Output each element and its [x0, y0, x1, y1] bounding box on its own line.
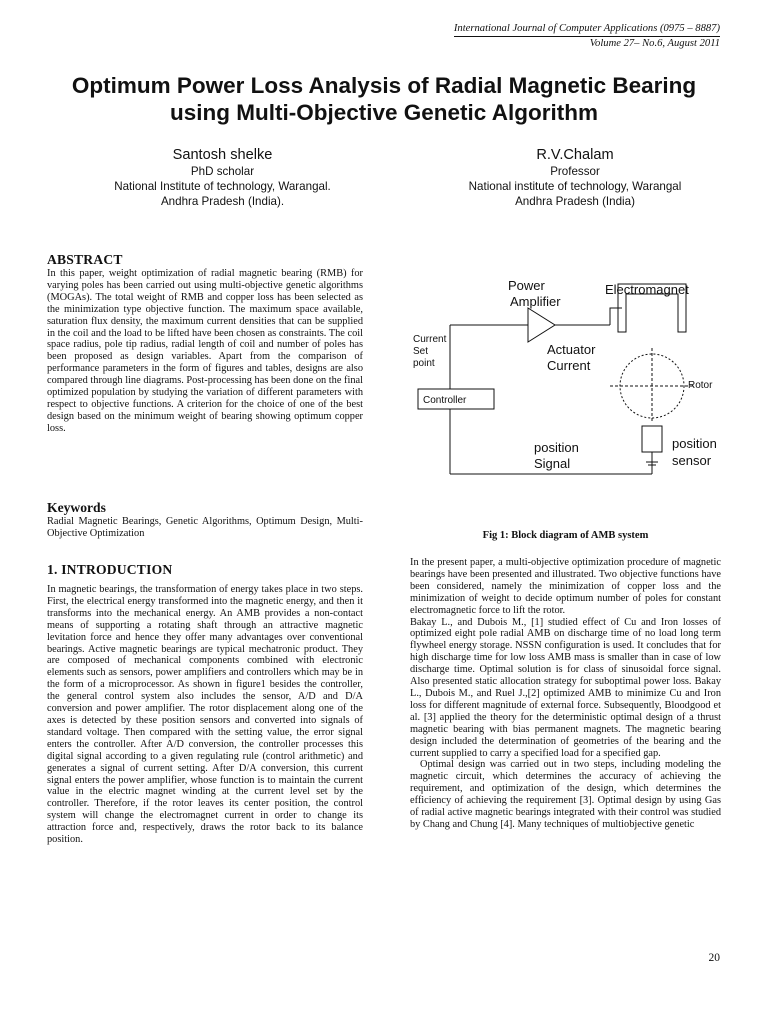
author-block-1 [60, 146, 385, 209]
label-position-sensor-1: position [672, 436, 717, 451]
introduction-section [47, 562, 363, 846]
label-controller: Controller [423, 395, 467, 406]
position-sensor-box [642, 426, 662, 452]
label-signal: Signal [534, 456, 571, 471]
journal-header [454, 22, 720, 50]
label-rotor: Rotor [688, 380, 713, 391]
label-amplifier: Amplifier [510, 294, 561, 309]
author-role: Professor [550, 165, 600, 178]
author-location: Andhra Pradesh (India). [160, 195, 285, 208]
label-actuator-current: Current [547, 358, 591, 373]
author-affiliation: National Institute of technology, Warangal. [114, 180, 331, 193]
page-number: 20 [708, 952, 720, 964]
author-location: Andhra Pradesh (India) [515, 195, 635, 208]
label-power: Power [508, 278, 545, 293]
label-position-sensor-2: sensor [672, 453, 712, 468]
electromagnet-feed [610, 308, 622, 325]
label-set: Set [413, 346, 429, 357]
label-electromagnet: Electromagnet [605, 282, 689, 297]
label-position: position [534, 440, 579, 455]
journal-volume: Volume 27– No.6, August 2011 [589, 38, 720, 49]
right-paragraph-3: Optimal design was carried out in two steps, including modeling the magnetic circuit, which determines the accuracy of achieving the requirement, and optimization of the design, which determines the efficiency of achieving the requirement [3]. Optimal design by using Gas of radial active magnetic bearings integrated with their control was studied by Chang and Chung [4]. Many techniques of multiobjective genetic [410, 759, 721, 830]
figure-caption: Fig 1: Block diagram of AMB system [482, 530, 649, 541]
paper-title [0, 72, 768, 126]
title-line-1: Optimum Power Loss Analysis of Radial Magnetic Bearing [71, 73, 697, 98]
author-role: PhD scholar [190, 165, 255, 178]
right-paragraph-1: In the present paper, a multi-objective optimization procedure of magnetic bearings have been presented and illustrated. Two objective functions have been considered, namely the minimization of copper loss and the minimization of weight to decide optimum number of poles for constant electromagnetic force to lift the rotor. [410, 557, 721, 616]
abstract-heading: ABSTRACT [47, 252, 123, 267]
author-block-2 [425, 146, 725, 209]
label-current: Current [413, 334, 447, 345]
right-paragraph-2: Bakay L., and Dubois M., [1] studied effect of Cu and Iron losses of optimized eight pole radial AMB on discharge time of no load long term flywheel energy storage. NSSN configuration is used. It concludes that for high discharge time for low loss AMB mass is smaller than in case of low discharge time. Optimal solution is for class of sinusoidal force signal. Also presented static allocation strategy for suboptimal power loss. Bakay L., Dubois M., and Ruel J.,[2] optimized AMB to minimize Cu and Iron loss for different magnitude of external force. Subsequently, Bloodgood et al. [3] applied the theory for the deterministic optimal design of a thrust magnetic bearing with bias permanent magnets. The magnetic bearing design included the determination of geometries of the bearing and the current supplied to carry a specified load for a specified gap. [410, 616, 721, 759]
abstract-text: In this paper, weight optimization of radial magnetic bearing (RMB) for varying poles has been carried out using multi-objective genetic algorithms (MOGAs). The total weight of RMB and copper loss has been selected as the minimization type objective function. The maximum space available, saturation flux density, the maximum current densities that can be supplied in the coil and the load to be lifted have been chosen as constraints. The coil space radius, pole tip radius, radial length of coil and number of poles has been proposed as design variables. Apart from the comparison of performance parameters in the form of figures and tables, designs are also compared through line diagrams. Post-processing has been done on the final optimized population by studying the variation of different parameters with respect to objective functions. A criterion for the choice of one of the best design based on the minimum weight of bearing showing optimum copper loss. [47, 268, 363, 434]
keywords-heading: Keywords [47, 500, 106, 515]
introduction-text: In magnetic bearings, the transformation of energy takes place in two steps. First, the electrical energy transformed into the magnetic energy, and then it transforms into the mechanical energy. An AMB provides a non-contact means of supporting a rotating shaft through an attractive magnetic levitation force and hence they offer many advantages over conventional bearings. Active magnetic bearings are typical mechatronic product. They are composed of mechanical components combined with electronic elements such as sensors, power amplifiers and controllers which may be in the form of a microprocessor. As shown in figure1 besides the controller, the general control system also includes the sensor, A/D and D/A conversion and power amplifier. The rotor displacement along one of the axes is detected by these position sensors and converted into signals of standard voltage. Then compared with the setting value, the error signal enters the controller. After A/D conversion, the controller processes this digital signal according to a given regulating rule (control arithmetic) and generates a signal of current setting. After D/A conversion, this current signal enters the power amplifier, whose function is to maintain the current value in the electric magnet winding at the current level set by the controller. Therefore, if the rotor leaves its center position, the control system will change the electromagnet current in order to change its attraction force and, respectively, draws the rotor back to its balance position. [47, 584, 363, 846]
abstract-section [47, 252, 363, 435]
journal-name: International Journal of Computer Applications (0975 – 8887) [454, 22, 720, 37]
right-column-text [410, 557, 721, 831]
keywords-text: Radial Magnetic Bearings, Genetic Algorithms, Optimum Design, Multi-Objective Optimization [47, 516, 363, 539]
author-affiliation: National institute of technology, Warangal [468, 180, 682, 193]
keywords-section [47, 500, 363, 540]
label-actuator: Actuator [547, 342, 596, 357]
author-name: Santosh shelke [172, 147, 273, 163]
amplifier-triangle [528, 308, 555, 342]
author-name: R.V.Chalam [536, 147, 614, 163]
amb-block-diagram [410, 270, 721, 485]
title-line-2: using Multi-Objective Genetic Algorithm [170, 100, 598, 125]
label-point: point [413, 358, 435, 369]
introduction-heading: 1. INTRODUCTION [47, 562, 173, 577]
